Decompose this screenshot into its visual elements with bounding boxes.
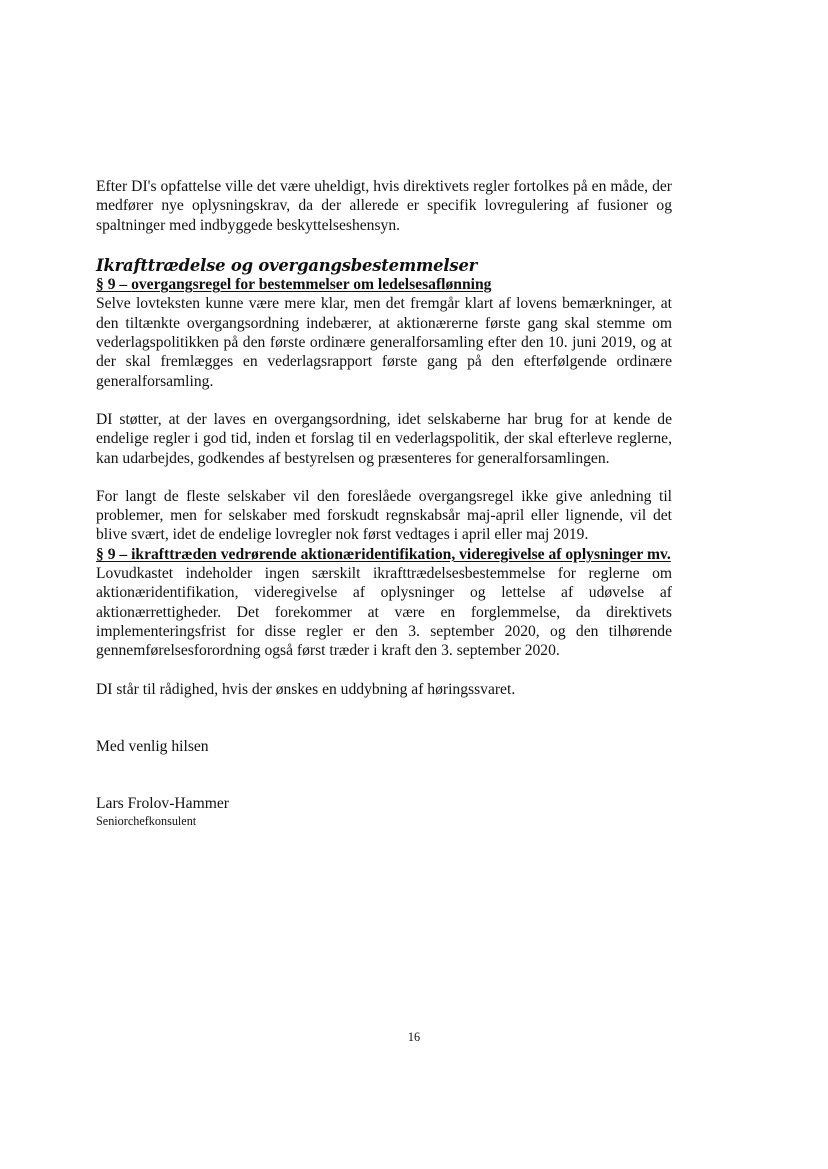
signature-title: Seniorchefkonsulent bbox=[96, 814, 197, 829]
subsection-2-paragraph-1: Lovudkastet indeholder ingen særskilt ikrafttrædelsesbestemmelse for reglerne om aktionæridentifikation, videregivelse af oplysninger og lettelse af udøvelse af aktionærrettigheder. Det forekommer at være en forglemmelse, da direktivets implementeringsfrist for disse regler er den 3. september 2020, og den tilhørende gennemførelsesforordning også først træder i kraft den 3. september 2020. bbox=[96, 565, 672, 660]
signature-block bbox=[96, 794, 672, 829]
section-heading: Ikrafttrædelse og overgangsbestemmelser bbox=[96, 255, 478, 275]
salutation: Med venlig hilsen bbox=[96, 737, 209, 755]
subsection-1-paragraph-2: DI støtter, at der laves en overgangsordning, idet selskaberne har brug for at kende de endelige regler i god tid, inden et forslag til en vederlagspolitik, der skal efterleve reglerne, kan udarbejdes, godkendes af bestyrelsen og præsenteres for generalforsamlingen. bbox=[96, 410, 672, 467]
page-number: 16 bbox=[407, 1030, 421, 1044]
document-body bbox=[96, 177, 672, 829]
signature-name: Lars Frolov-Hammer bbox=[96, 795, 229, 813]
subsection-2-heading: § 9 – ikrafttræden vedrørende aktionæridentifikation, videregivelse af oplysninger mv. bbox=[96, 545, 671, 563]
intro-paragraph: Efter DI's opfattelse ville det være uheldigt, hvis direktivets regler fortolkes på en måde, der medfører nye oplysningskrav, da der allerede er specifik lovregulering af fusioner og spaltninger med indbyggede beskyttelseshensyn. bbox=[96, 178, 672, 234]
section-ikrafttraedelse bbox=[96, 256, 672, 661]
subsection-1-paragraph-1: Selve lovteksten kunne være mere klar, men det fremgår klart af lovens bemærkninger, at den tiltænkte overgangsordning indebærer, at aktionærerne første gang skal stemme om vederlagspolitikken på den første ordinære generalforsamling efter den 10. juni 2019, og at der skal fremlægges en vederlagsrapport første gang på den efterfølgende ordinære generalforsamling. bbox=[96, 295, 672, 390]
subsection-1-heading: § 9 – overgangsregel for bestemmelser om ledelsesaflønning bbox=[96, 276, 492, 294]
closing-paragraph: DI står til rådighed, hvis der ønskes en uddybning af høringssvaret. bbox=[96, 680, 516, 698]
subsection-1-paragraph-3: For langt de fleste selskaber vil den foreslåede overgangsregel ikke give anledning til problemer, men for selskaber med forskudt regnskabsår maj-april eller lignende, vil det blive svært, idet de endelige lovregler nok først vedtages i april eller maj 2019. bbox=[96, 487, 672, 544]
